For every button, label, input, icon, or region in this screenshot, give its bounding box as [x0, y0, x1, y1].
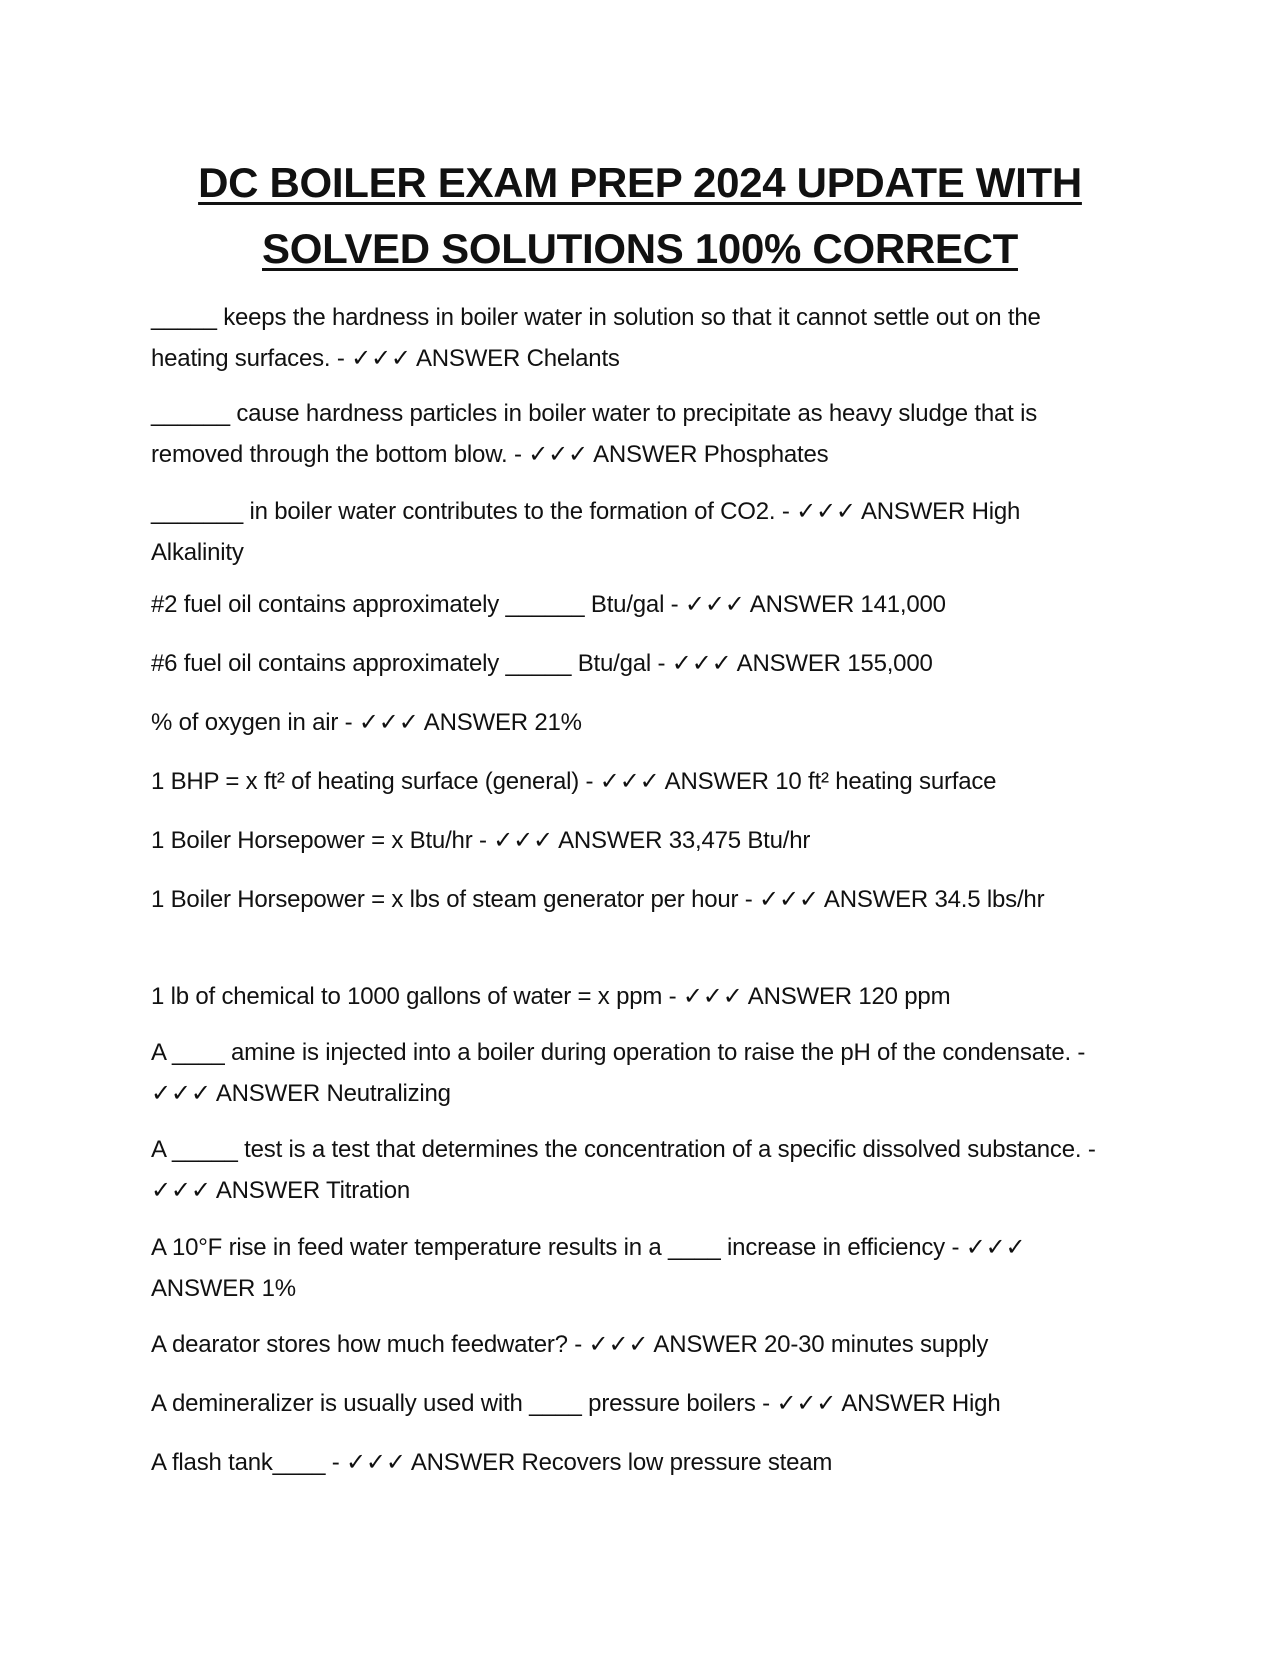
qa-item: _______ in boiler water contributes to the formation of CO2. - ✓✓✓ ANSWER High Alkalinity	[151, 498, 1021, 566]
qa-item: A 10°F rise in feed water temperature results in a ____ increase in efficiency - ✓✓✓ ANSWER 1%	[151, 1234, 1026, 1302]
qa-item: 1 BHP = x ft² of heating surface (general) - ✓✓✓ ANSWER 10 ft² heating surface	[151, 768, 997, 795]
qa-item: _____ keeps the hardness in boiler water in solution so that it cannot settle out on the heating surfaces. - ✓✓✓ ANSWER Chelants	[151, 304, 1041, 372]
qa-item: A demineralizer is usually used with ____ pressure boilers - ✓✓✓ ANSWER High	[151, 1390, 1001, 1417]
qa-item: 1 Boiler Horsepower = x Btu/hr - ✓✓✓ ANSWER 33,475 Btu/hr	[151, 827, 811, 854]
title-line-2: SOLVED SOLUTIONS 100% CORRECT	[262, 225, 1018, 272]
qa-item: A dearator stores how much feedwater? - ✓✓✓ ANSWER 20-30 minutes supply	[151, 1331, 989, 1358]
qa-item: 1 Boiler Horsepower = x lbs of steam generator per hour - ✓✓✓ ANSWER 34.5 lbs/hr	[151, 886, 1045, 913]
qa-item: A flash tank____ - ✓✓✓ ANSWER Recovers low pressure steam	[151, 1449, 833, 1476]
qa-item: #2 fuel oil contains approximately ______ Btu/gal - ✓✓✓ ANSWER 141,000	[151, 591, 946, 618]
qa-item: 1 lb of chemical to 1000 gallons of water = x ppm - ✓✓✓ ANSWER 120 ppm	[151, 983, 951, 1010]
document-title	[100, 150, 1180, 282]
qa-item: #6 fuel oil contains approximately _____ Btu/gal - ✓✓✓ ANSWER 155,000	[151, 650, 933, 677]
title-line-1: DC BOILER EXAM PREP 2024 UPDATE WITH	[198, 159, 1082, 206]
qa-item: A _____ test is a test that determines the concentration of a specific dissolved substance. - ✓✓✓ ANSWER Titration	[151, 1136, 1096, 1204]
qa-item: A ____ amine is injected into a boiler during operation to raise the pH of the condensate. - ✓✓✓ ANSWER Neutralizing	[151, 1039, 1086, 1107]
qa-item: % of oxygen in air - ✓✓✓ ANSWER 21%	[151, 709, 582, 736]
qa-item: ______ cause hardness particles in boiler water to precipitate as heavy sludge that is removed through the bottom blow. - ✓✓✓ ANSWER Phosphates	[151, 400, 1037, 468]
